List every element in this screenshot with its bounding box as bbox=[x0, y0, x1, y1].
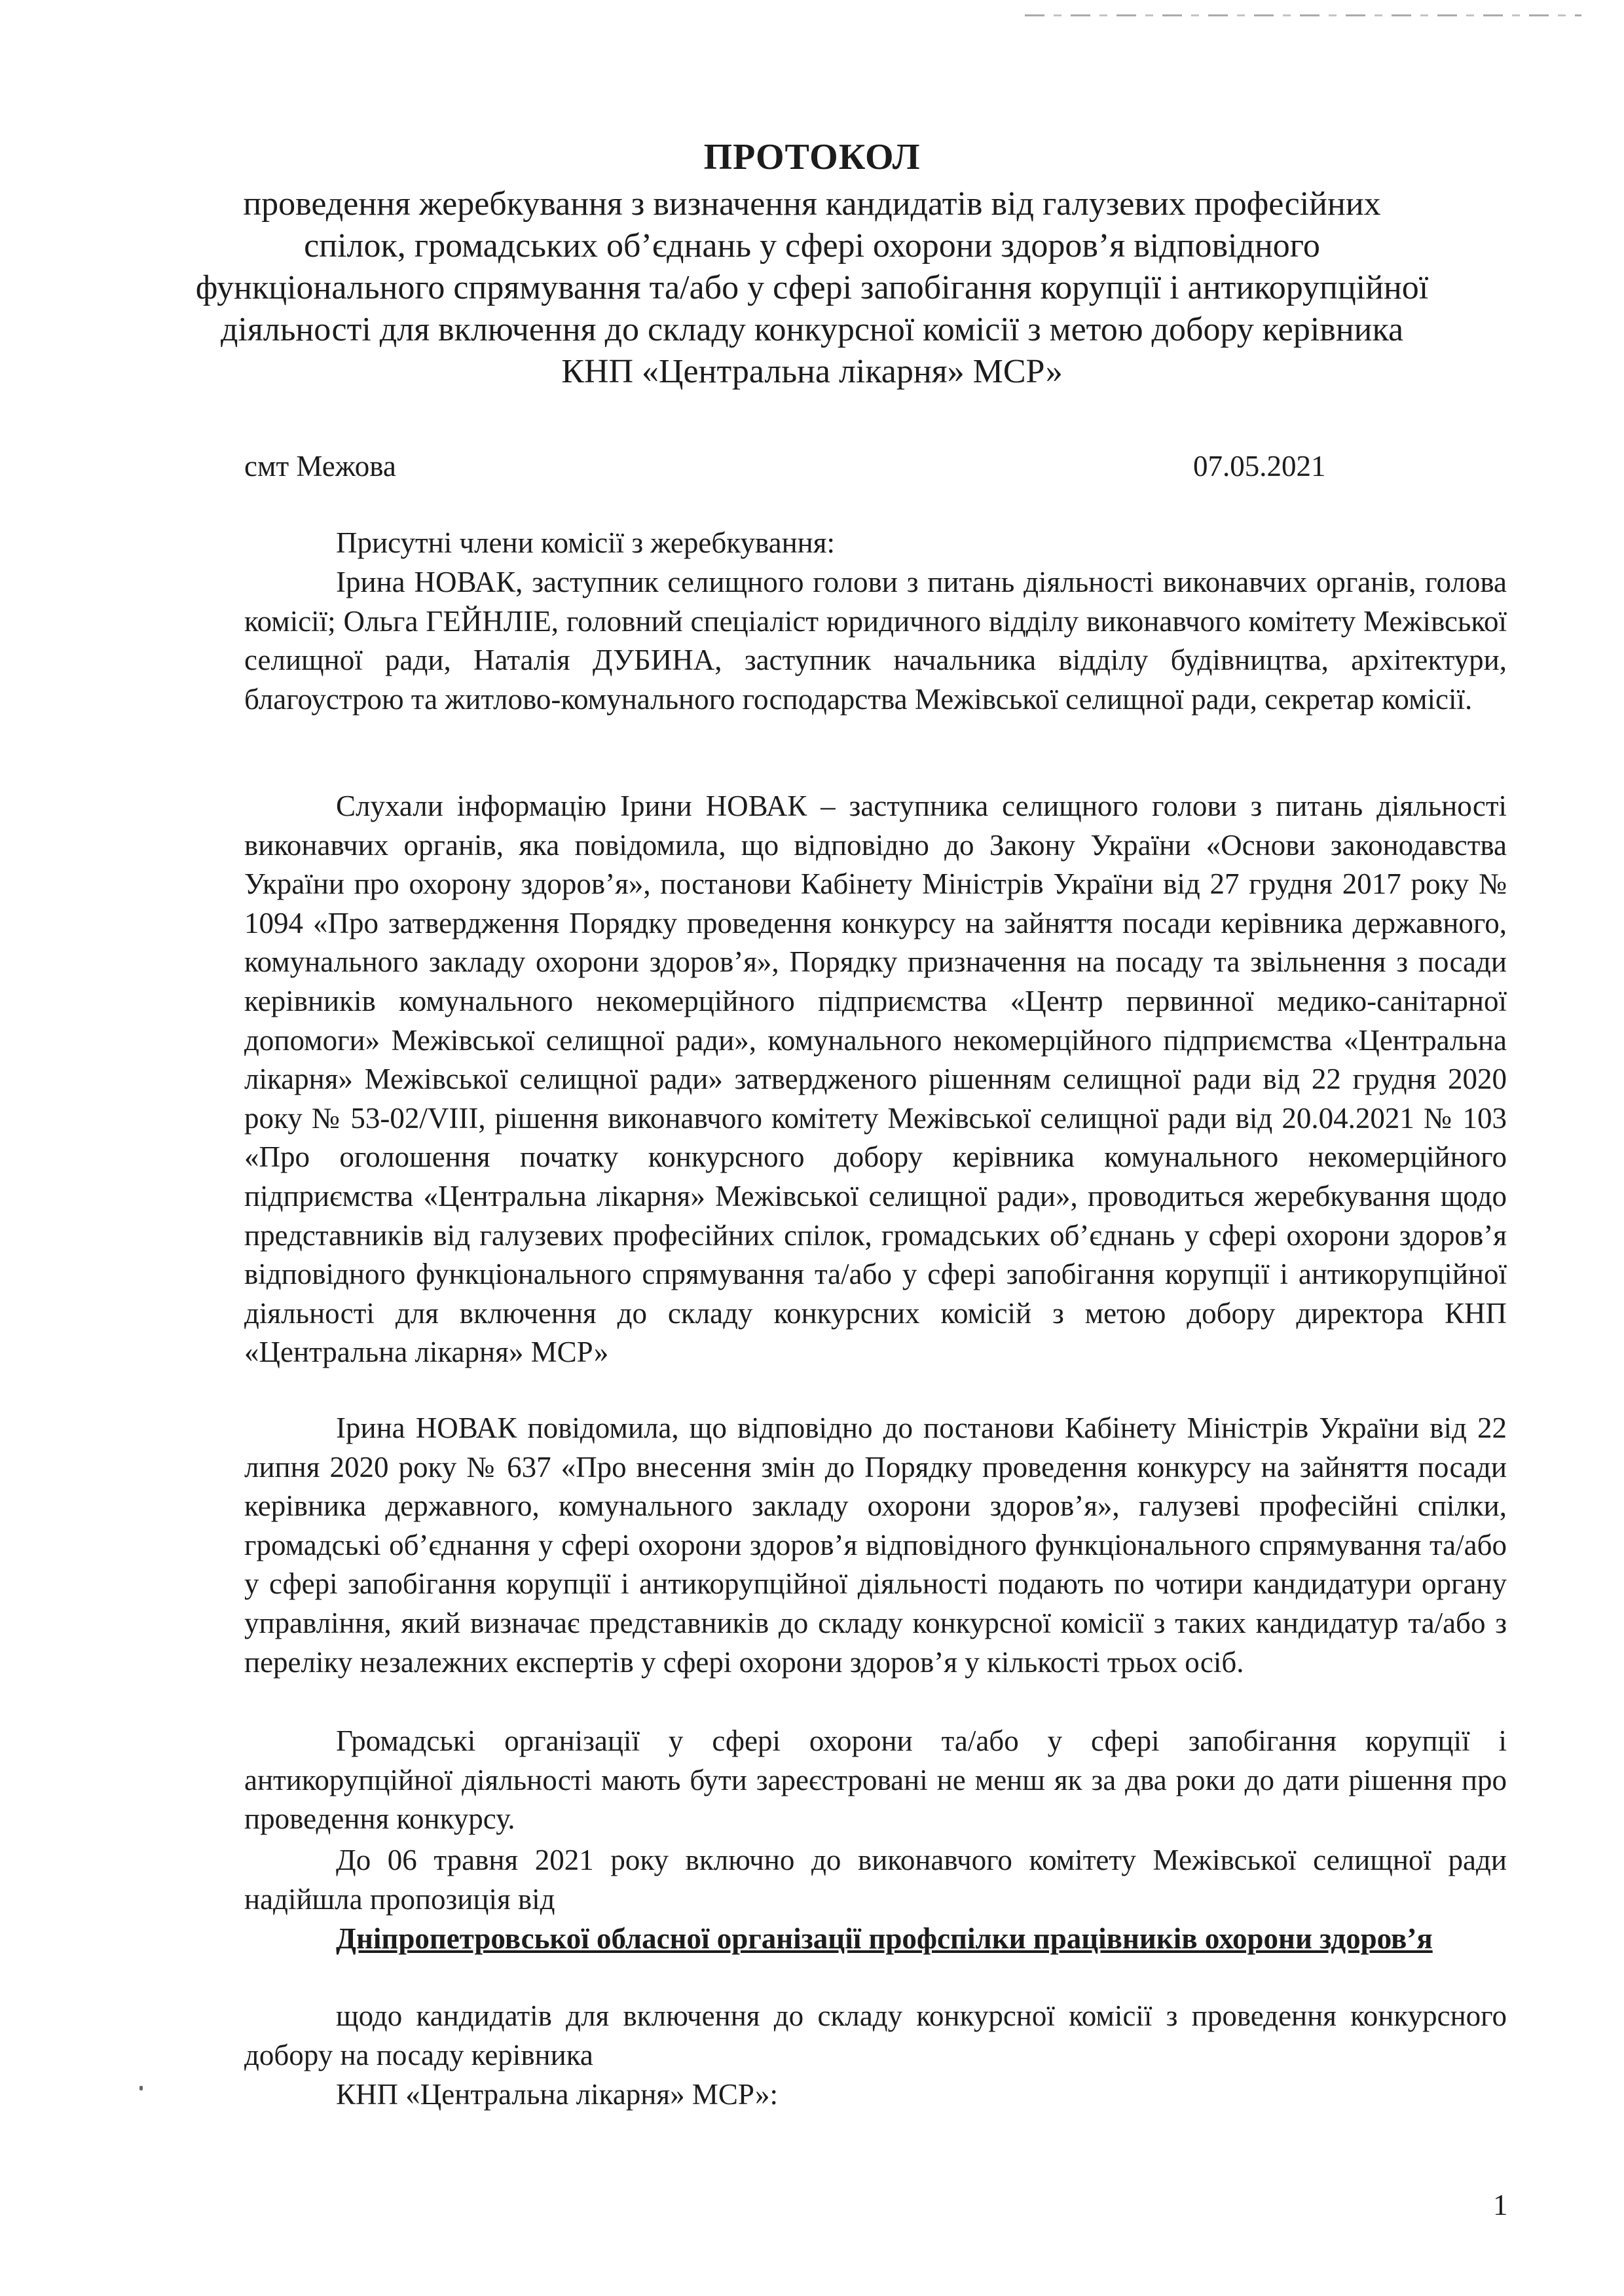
paragraph-heard: Слухали інформацію Ірини НОВАК – заступника селищного голови з питань діяльності виконавчих органів, яка повідомила, що відповідно до Закону України «Основи законодавства України про охорону здоров’я», постанови Кабінету Міністрів України від 27 грудня 2017 року № 1094 «Про затвердження Порядку проведення конкурсу на зайняття посади керівника державного, комунального закладу охорони здоров’я», Порядку призначення на посаду та звільнення з посади керівників комунального некомерційного підприємства «Центр первинної медико-санітарної допомоги» Межівської селищної ради», комунального некомерційного підприємства «Центральна лікарня» Межівської селищної ради» затвердженого рішенням селищної ради від 22 грудня 2020 року № 53-02/VIII, рішення виконавчого комітету Межівської селищної ради від 20.04.2021 № 103 «Про оголошення початку конкурсного добору керівника комунального некомерційного підприємства «Центральна лікарня» Межівської селищної ради», проводиться жеребкування щодо представників від галузевих професійних спілок, громадських об’єднань у сфері охорони здоров’я відповідного функціонального спрямування та/або у сфері запобігання корупції і антикорупційної діяльності для включення до складу конкурсних комісій з метою добору директора КНП «Центральна лікарня» МСР» bbox=[244, 790, 1507, 1369]
paragraph-candidates: щодо кандидатів для включення до складу конкурсної комісії з проведення конкурсного добору на посаду керівника bbox=[244, 1999, 1507, 2071]
paragraph-knp: КНП «Центральна лікарня» МСР»: bbox=[336, 2078, 778, 2111]
place-label: смт Межова bbox=[244, 450, 396, 483]
document-title: ПРОТОКОЛ bbox=[703, 137, 921, 177]
paragraph-novak: Ірина НОВАК повідомила, що відповідно до постанови Кабінету Міністрів України від 22 липня 2020 року № 637 «Про внесення змін до Порядку проведення конкурсу на зайняття посади керівника державного, комунального закладу охорони здоров’я», галузеві професійні спілки, громадські об’єднання у сфері охорони здоров’я відповідного функціонального спрямування та/або у сфері запобігання корупції і антикорупційної діяльності подають по чотири кандидатури органу управління, який визначає представників до складу конкурсної комісії з таких кандидатур та/або з переліку незалежних експертів у сфері охорони здоров’я у кількості трьох осіб. bbox=[244, 1412, 1507, 1679]
page-number: 1 bbox=[1493, 2189, 1508, 2221]
scan-artifact-line bbox=[1025, 14, 1581, 16]
present-heading: Присутні члени комісії з жеребкування: bbox=[336, 526, 835, 559]
organization-name: Дніпропетровської обласної організації профспілки працівників охорони здоров’я bbox=[336, 1922, 1433, 1955]
document-subtitle: проведення жеребкування з визначення кандидатів від галузевих професійних спілок, громадських об’єднань у сфері охорони здоров’я відповідного функціонального спрямування та/або у сфері запобігання корупції і антикорупційної діяльності для включення до складу конкурсної комісії з метою добору керівника КНП «Центральна лікарня» МСР» bbox=[195, 185, 1429, 390]
paragraph-organizations: Громадські організації у сфері охорони та/або у сфері запобігання корупції і антикорупційної діяльності мають бути зареєстровані не менш як за два роки до дати рішення про проведення конкурсу. bbox=[244, 1724, 1507, 1836]
date-label: 07.05.2021 bbox=[1193, 450, 1326, 483]
paragraph-deadline: До 06 травня 2021 року включно до виконавчого комітету Межівської селищної ради надійшла пропозиція від bbox=[244, 1844, 1507, 1916]
present-members: Ірина НОВАК, заступник селищного голови з питань діяльності виконавчих органів, голова комісії; Ольга ГЕЙНЛІЕ, головний спеціаліст юридичного відділу виконавчого комітету Межівської селищної ради, Наталія ДУБИНА, заступник начальника відділу будівництва, архітектури, благоустрою та житлово-комунального господарства Межівської селищної ради, секретар комісії. bbox=[244, 566, 1507, 716]
scan-artifact-dot bbox=[139, 2086, 143, 2090]
